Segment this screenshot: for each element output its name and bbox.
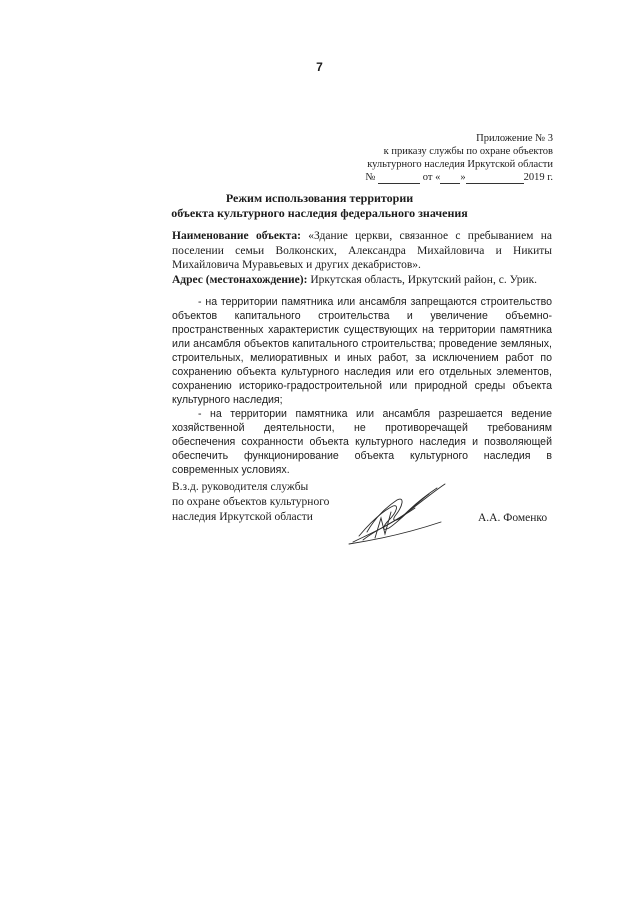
order-date-quote: » <box>460 172 466 183</box>
object-description <box>172 229 552 287</box>
object-address-value: Иркутская область, Иркутский район, с. Урик. <box>307 273 538 286</box>
usage-rules <box>172 295 552 477</box>
appendix-order-line <box>366 171 553 184</box>
object-address <box>172 273 552 288</box>
order-date-year: 2019 г. <box>523 172 553 183</box>
signatory-line-2: по охране объектов культурного <box>172 496 330 508</box>
title-line-1: Режим использования территории <box>225 191 414 205</box>
title-line-2: объекта культурного наследия федерального значения <box>171 206 468 220</box>
signatory-line-1: В.з.д. руководителя службы <box>172 481 309 493</box>
appendix-line-2: к приказу службы по охране объектов <box>383 146 553 157</box>
object-address-label: Адрес (местонахождение): <box>172 273 308 286</box>
signer-name: А.А. Фоменко <box>478 512 548 524</box>
order-number-handwritten <box>378 172 420 184</box>
handwritten-signature <box>345 478 455 553</box>
object-name-label: Наименование объекта: <box>172 230 301 242</box>
page-number: 7 <box>316 60 323 74</box>
rule-prohibited: - на территории памятника или ансамбля запрещаются строительство объектов капитального строительства и увеличение объемно-пространственных характеристик существующих на территории памятника или ансамбля объектов капитального строительства; проведение земляных, строительных, мелиоративных и иных работ, за исключением работ по сохранению объекта культурного наследия или его отдельных элементов, сохранению историко-градостроительной или природной среды объекта культурного наследия; <box>172 296 552 406</box>
order-date-from: от « <box>422 172 441 183</box>
appendix-header <box>366 132 553 184</box>
order-number-prefix: № <box>365 172 376 183</box>
appendix-line-3: культурного наследия Иркутской области <box>367 159 553 170</box>
object-name-value: «Здание церкви, связанное с пребыванием на поселении семьи Волконских, Александра Михайловича и Никиты Михайловича Муравьевых и других декабристов». <box>172 230 553 271</box>
signatory-position <box>172 480 329 525</box>
order-date-day <box>440 172 460 184</box>
document-title <box>0 191 639 221</box>
appendix-line-1: Приложение № 3 <box>476 133 553 144</box>
signatory-line-3: наследия Иркутской области <box>172 511 313 523</box>
order-date-month <box>466 172 524 184</box>
rule-permitted: - на территории памятника или ансамбля разрешается ведение хозяйственной деятельности, не противоречащей требованиям обеспечения сохранности объекта культурного наследия и позволяющей обеспечить функционирование объекта культурного наследия в современных условиях. <box>172 408 552 476</box>
object-name <box>172 229 552 273</box>
